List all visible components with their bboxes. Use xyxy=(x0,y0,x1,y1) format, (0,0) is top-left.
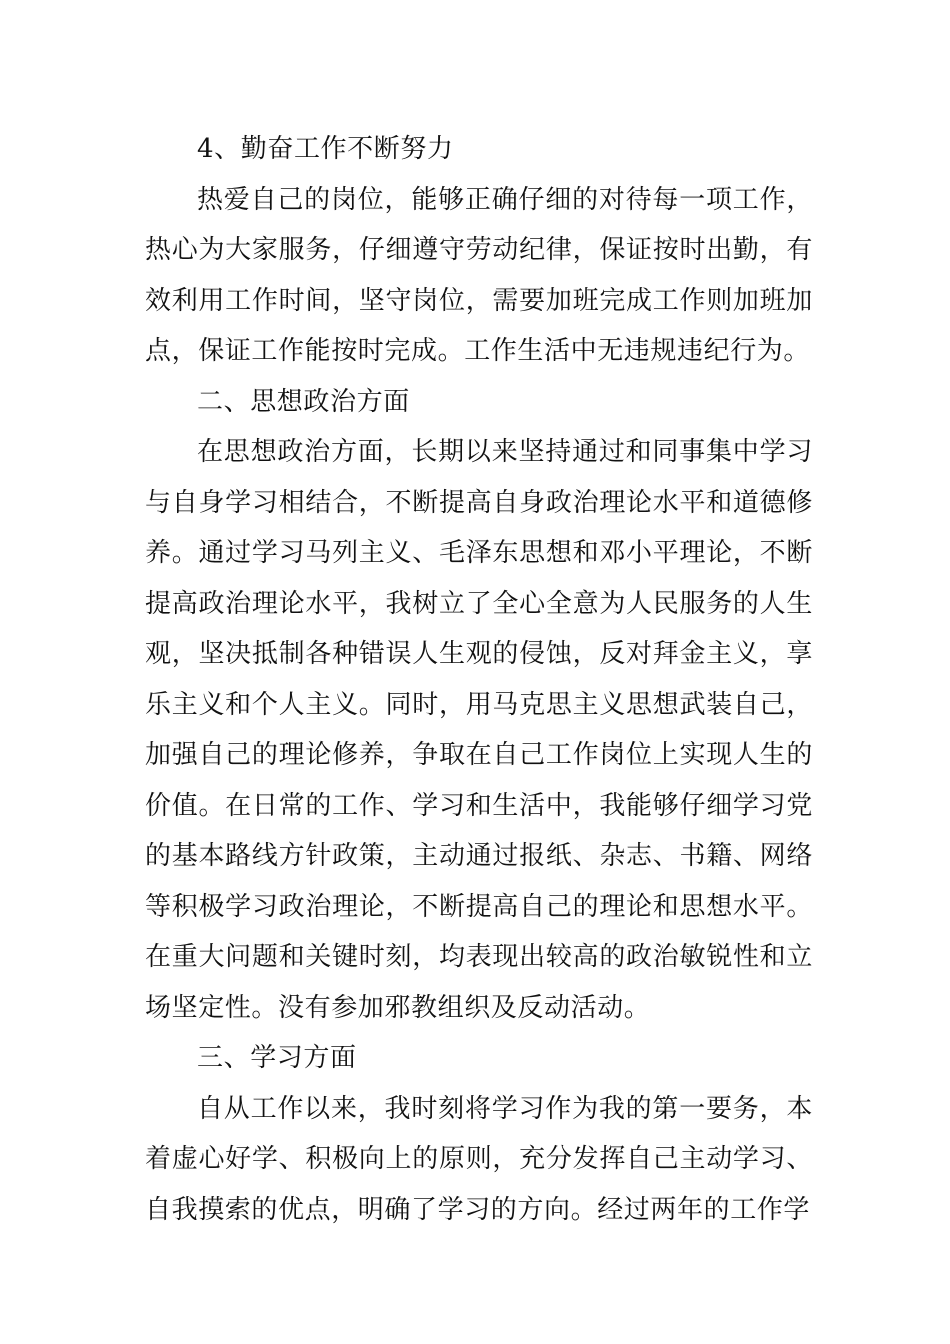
paragraph-study: 自从工作以来，我时刻将学习作为我的第一要务，本着虚心好学、积极向上的原则，充分发挥自己主动学习、自我摸索的优点，明确了学习的方向。经过两年的工作学 xyxy=(145,1093,813,1225)
paragraph-political-thought: 在思想政治方面，长期以来坚持通过和同事集中学习与自身学习相结合，不断提高自身政治理论水平和道德修养。通过学习马列主义、毛泽东思想和邓小平理论，不断提高政治理论水平，我树立了全心全意为人民服务的人生观，坚决抵制各种错误人生观的侵蚀，反对拜金主义，享乐主义和个人主义。同时，用马克思主义思想武装自己，加强自己的理论修养，争取在自己工作岗位上实现人生的价值。在日常的工作、学习和生活中，我能够仔细学习党的基本路线方针政策，主动通过报纸、杂志、书籍、网络等积极学习政治理论，不断提高自己的理论和思想水平。在重大问题和关键时刻，均表现出较高的政治敏锐性和立场坚定性。没有参加邪教组织及反动活动。 xyxy=(145,437,813,1023)
section-heading-study: 三、学习方面 xyxy=(197,1043,357,1073)
section-heading-political-thought: 二、思想政治方面 xyxy=(197,386,410,417)
paragraph-work-attitude: 热爱自己的岗位，能够正确仔细的对待每一项工作，热心为大家服务，仔细遵守劳动纪律，保证按时出勤，有效利用工作时间，坚守岗位，需要加班完成工作则加班加点，保证工作能按时完成。工作生活中无违规违纪行为。 xyxy=(145,184,813,366)
section-heading-work-diligence: 4、勤奋工作不断努力 xyxy=(197,134,454,164)
document-page xyxy=(145,124,813,1235)
